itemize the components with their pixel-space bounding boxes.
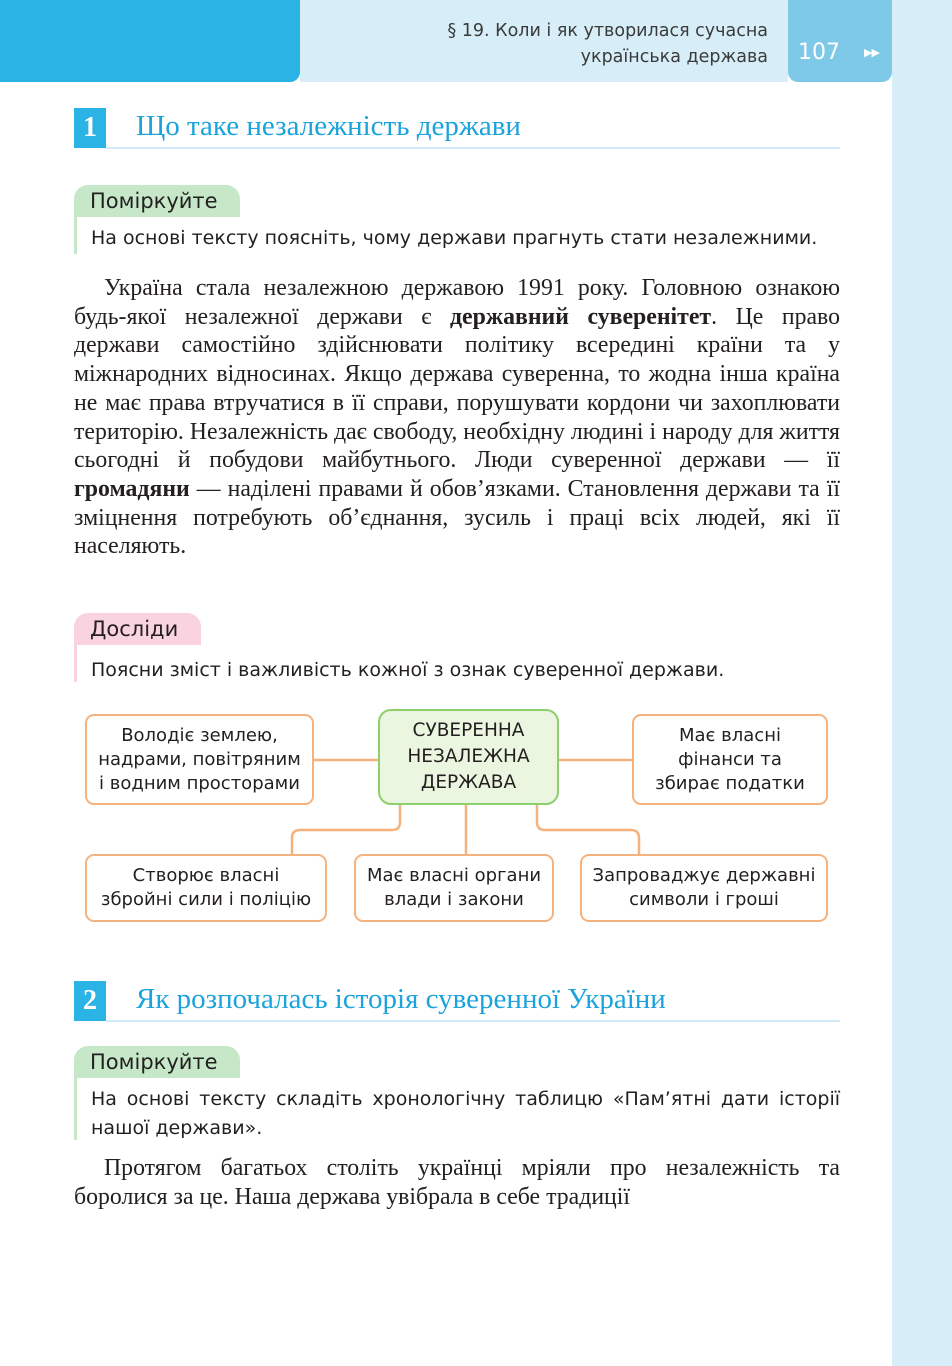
diagram-node-territory [85, 714, 314, 805]
term-sovereignty: державний суверенітет [450, 303, 712, 330]
think-bar-1 [74, 217, 77, 254]
section-title-2: Як розпочалась історія суверенної України [136, 983, 666, 1015]
node-territory-label: Володіє землею, надрами, повітряним і водним просторами [98, 724, 301, 794]
section-underline-1 [106, 147, 840, 149]
body-paragraph-1 [74, 274, 840, 561]
next-arrows-icon: ▶▶ [864, 46, 879, 59]
think-text-2: На основі тексту складіть хронологічну таблицю «Пам’ятні дати історії нашої держави». [91, 1088, 840, 1139]
research-text: Поясни зміст і важливість кожної з ознак суверенної держави. [91, 659, 725, 681]
chapter-title-line2: українська держава [580, 47, 768, 67]
section-underline-2 [106, 1020, 840, 1022]
think-tag-1: Поміркуйте [74, 185, 240, 217]
term-citizens: громадяни [74, 475, 190, 502]
chapter-title [348, 18, 768, 70]
header-accent-block [0, 0, 300, 82]
section-number-2: 2 [74, 981, 106, 1021]
diagram-node-army [85, 854, 327, 922]
node-symbols-label: Запроваджує державні символи і гроші [592, 865, 816, 910]
diagram-node-finance [632, 714, 828, 805]
node-finance-label: Має власні фінанси та збирає податки [655, 724, 805, 794]
section-number-1: 1 [74, 108, 106, 148]
diagram-node-government [354, 854, 554, 922]
paragraph-1-part3: — наділені правами й обов’язками. Становлення держави та її зміцнення потребують об’єднання, зусиль і праці всіх людей, які її населяють. [74, 475, 840, 560]
research-tag: Досліди [74, 613, 201, 645]
think-tag-2: Поміркуйте [74, 1046, 240, 1078]
chapter-title-line1: § 19. Коли і як утворилася сучасна [447, 21, 768, 41]
page-number: 107 [798, 40, 840, 65]
think-text-1: На основі тексту поясніть, чому держави прагнуть стати незалежними. [91, 227, 818, 249]
diagram-node-symbols [580, 854, 828, 922]
body-paragraph-2: Протягом багатьох століть українці мріяли про незалежність та боролися за це. Наша держава увібрала в себе традиції [74, 1155, 840, 1210]
research-bar [74, 645, 77, 682]
side-margin-strip [892, 0, 952, 1366]
center-node-label: СУВЕРЕННА НЕЗАЛЕЖНА ДЕРЖАВА [407, 720, 530, 793]
section-title-1: Що таке незалежність держави [136, 110, 521, 142]
node-government-label: Має власні органи влади і закони [366, 865, 542, 910]
think-bar-2 [74, 1078, 77, 1140]
paragraph-1-part2: . Це право держави самостійно здійснювати політику всередині країни та у міжнародних відносинах. Якщо держава суверенна, то жодна інша країна не має права втручатися в її справи, порушувати кордони чи захоплювати територію. Незалежність дає свободу, необхідну людині і народу для життя сьогодні й побудови майбутнього. Люди суверенної держави — її [74, 303, 841, 474]
diagram-center-node [378, 709, 559, 805]
node-army-label: Створює власні збройні сили і поліцію [100, 865, 312, 910]
paragraph-1-part1: Україна стала незалежною державою 1991 року. Головною ознакою будь-якої незалежної держави є [74, 275, 840, 330]
